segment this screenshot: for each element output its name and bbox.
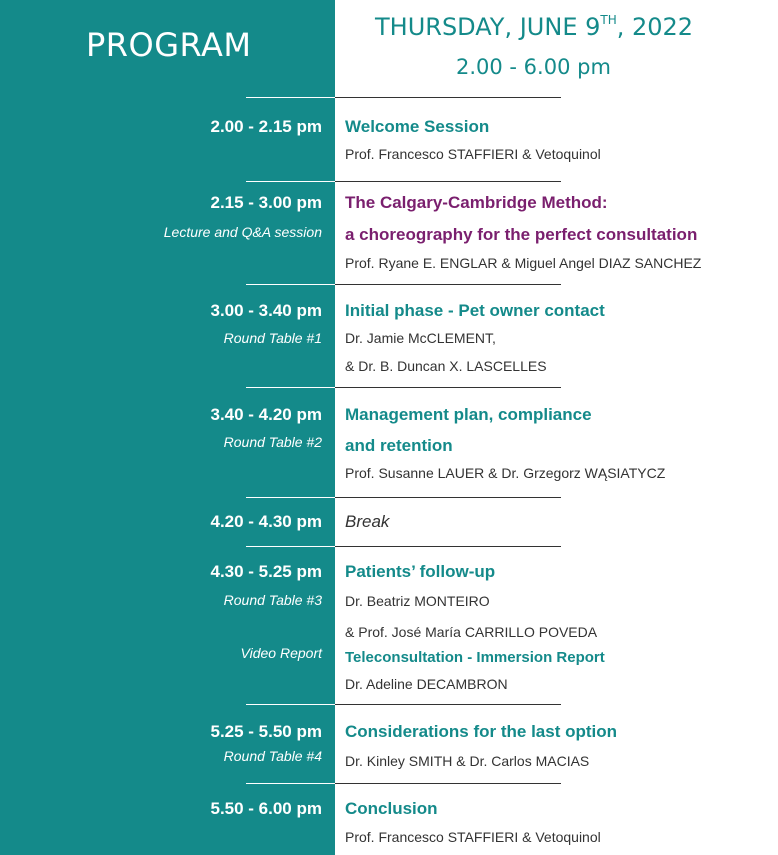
session-speaker: Dr. Kinley SMITH & Dr. Carlos MACIAS [345, 753, 590, 769]
separator [246, 783, 335, 784]
session-subtitle: Teleconsultation - Immersion Report [345, 649, 605, 666]
separator [246, 181, 335, 182]
session-speaker: & Dr. B. Duncan X. LASCELLES [345, 358, 547, 374]
session-title: Patients’ follow-up [345, 562, 496, 581]
event-date: THURSDAY, JUNE 9TH, 2022 [375, 13, 694, 41]
separator [335, 546, 561, 547]
separator [335, 497, 561, 498]
session-title: Management plan, compliance [345, 405, 592, 424]
session-speaker: Dr. Beatriz MONTEIRO [345, 593, 490, 609]
separator [246, 546, 335, 547]
separator [335, 387, 561, 388]
session-speaker: & Prof. José María CARRILLO POVEDA [345, 624, 598, 640]
session-time: 5.50 - 6.00 pm [210, 799, 322, 818]
session-format: Video Report [240, 645, 322, 661]
session-format: Lecture and Q&A session [163, 224, 322, 240]
session-speaker: Dr. Jamie McCLEMENT, [345, 330, 496, 346]
session-speaker: Prof. Francesco STAFFIERI & Vetoquinol [345, 829, 601, 845]
separator [335, 284, 561, 285]
program-title: PROGRAM [86, 26, 252, 64]
session-title: Conclusion [345, 799, 438, 818]
session-title: Considerations for the last option [345, 722, 618, 741]
separator [335, 704, 561, 705]
session-time: 4.20 - 4.30 pm [210, 512, 322, 531]
session-title: The Calgary-Cambridge Method: [345, 193, 608, 212]
session-format: Round Table #2 [223, 434, 322, 450]
separator [335, 783, 561, 784]
session-speaker: Prof. Ryane E. ENGLAR & Miguel Angel DIAZ SANCHEZ [345, 255, 702, 271]
separator [246, 387, 335, 388]
separator [246, 284, 335, 285]
separator [246, 97, 335, 98]
session-title: Welcome Session [345, 117, 490, 136]
session-speaker: Dr. Adeline DECAMBRON [345, 676, 508, 692]
session-title: Break [345, 512, 390, 531]
session-speaker: Prof. Susanne LAUER & Dr. Grzegorz WĄSIATYCZ [345, 465, 666, 481]
session-title: Initial phase - Pet owner contact [345, 301, 605, 320]
session-format: Round Table #3 [223, 592, 322, 608]
separator [246, 704, 335, 705]
event-time-range: 2.00 - 6.00 pm [456, 55, 611, 79]
session-format: Round Table #1 [223, 330, 322, 346]
session-title: and retention [345, 436, 453, 455]
session-time: 3.00 - 3.40 pm [210, 301, 322, 320]
session-title: a choreography for the perfect consultation [345, 225, 698, 244]
session-time: 4.30 - 5.25 pm [210, 562, 322, 581]
session-time: 2.00 - 2.15 pm [210, 117, 322, 136]
separator [335, 97, 561, 98]
session-time: 2.15 - 3.00 pm [210, 193, 322, 212]
separator [246, 497, 335, 498]
session-format: Round Table #4 [223, 748, 322, 764]
separator [335, 181, 561, 182]
session-time: 5.25 - 5.50 pm [210, 722, 322, 741]
session-speaker: Prof. Francesco STAFFIERI & Vetoquinol [345, 146, 601, 162]
session-time: 3.40 - 4.20 pm [210, 405, 322, 424]
